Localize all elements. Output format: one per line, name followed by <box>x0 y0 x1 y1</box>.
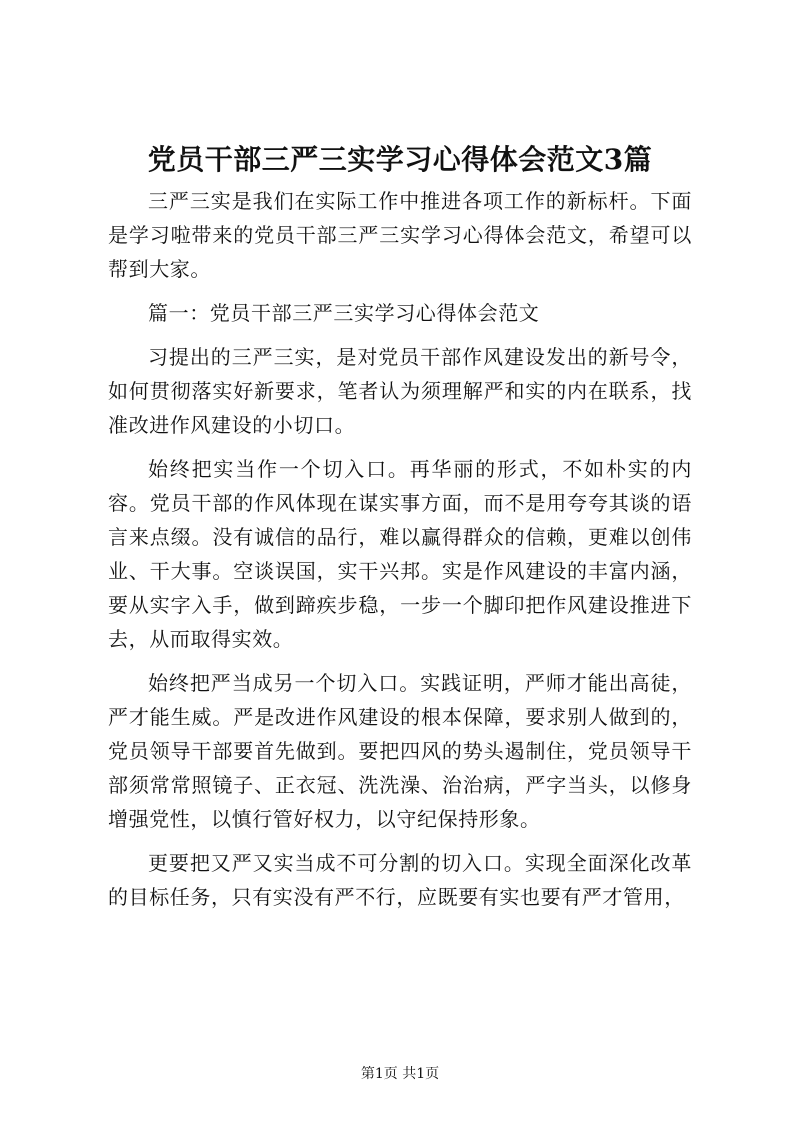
paragraph: 始终把严当成另一个切入口。实践证明，严师才能出高徒，严才能生威。严是改进作风建设的根本保障，要求别人做到的，党员领导干部要首先做到。要把四风的势头遏制住，党员领导干部须常常照镜子、正衣冠、洗洗澡、治治病，严字当头，以修身增强党性，以慎行管好权力，以守纪保持形象。 <box>108 671 692 831</box>
paragraph: 更要把又严又实当成不可分割的切入口。实现全面深化改革的目标任务，只有实没有严不行，应既要有实也要有严才管用， <box>108 851 692 909</box>
paragraph: 始终把实当作一个切入口。再华丽的形式，不如朴实的内容。党员干部的作风体现在谋实事方面，而不是用夸夸其谈的语言来点缀。没有诚信的品行，难以赢得群众的信赖，更难以创伟业、干大事。空谈误国，实干兴邦。实是作风建设的丰富内涵，要从实字入手，做到蹄疾步稳，一步一个脚印把作风建设推进下去，从而取得实效。 <box>108 457 692 651</box>
page-footer: 第1页 共1页 <box>360 1066 440 1082</box>
paragraph-intro: 三严三实是我们在实际工作中推进各项工作的新标杆。下面是学习啦带来的党员干部三严三实学习心得体会范文，希望可以帮到大家。 <box>108 189 692 281</box>
document-body <box>108 184 692 924</box>
paragraph: 习提出的三严三实，是对党员干部作风建设发出的新号令，如何贯彻落实好新要求，笔者认为须理解严和实的内在联系，找准改进作风建设的小切口。 <box>108 345 692 437</box>
document-title: 党员干部三严三实学习心得体会范文3篇 <box>147 143 653 176</box>
section-heading: 篇一：党员干部三严三实学习心得体会范文 <box>148 301 540 325</box>
